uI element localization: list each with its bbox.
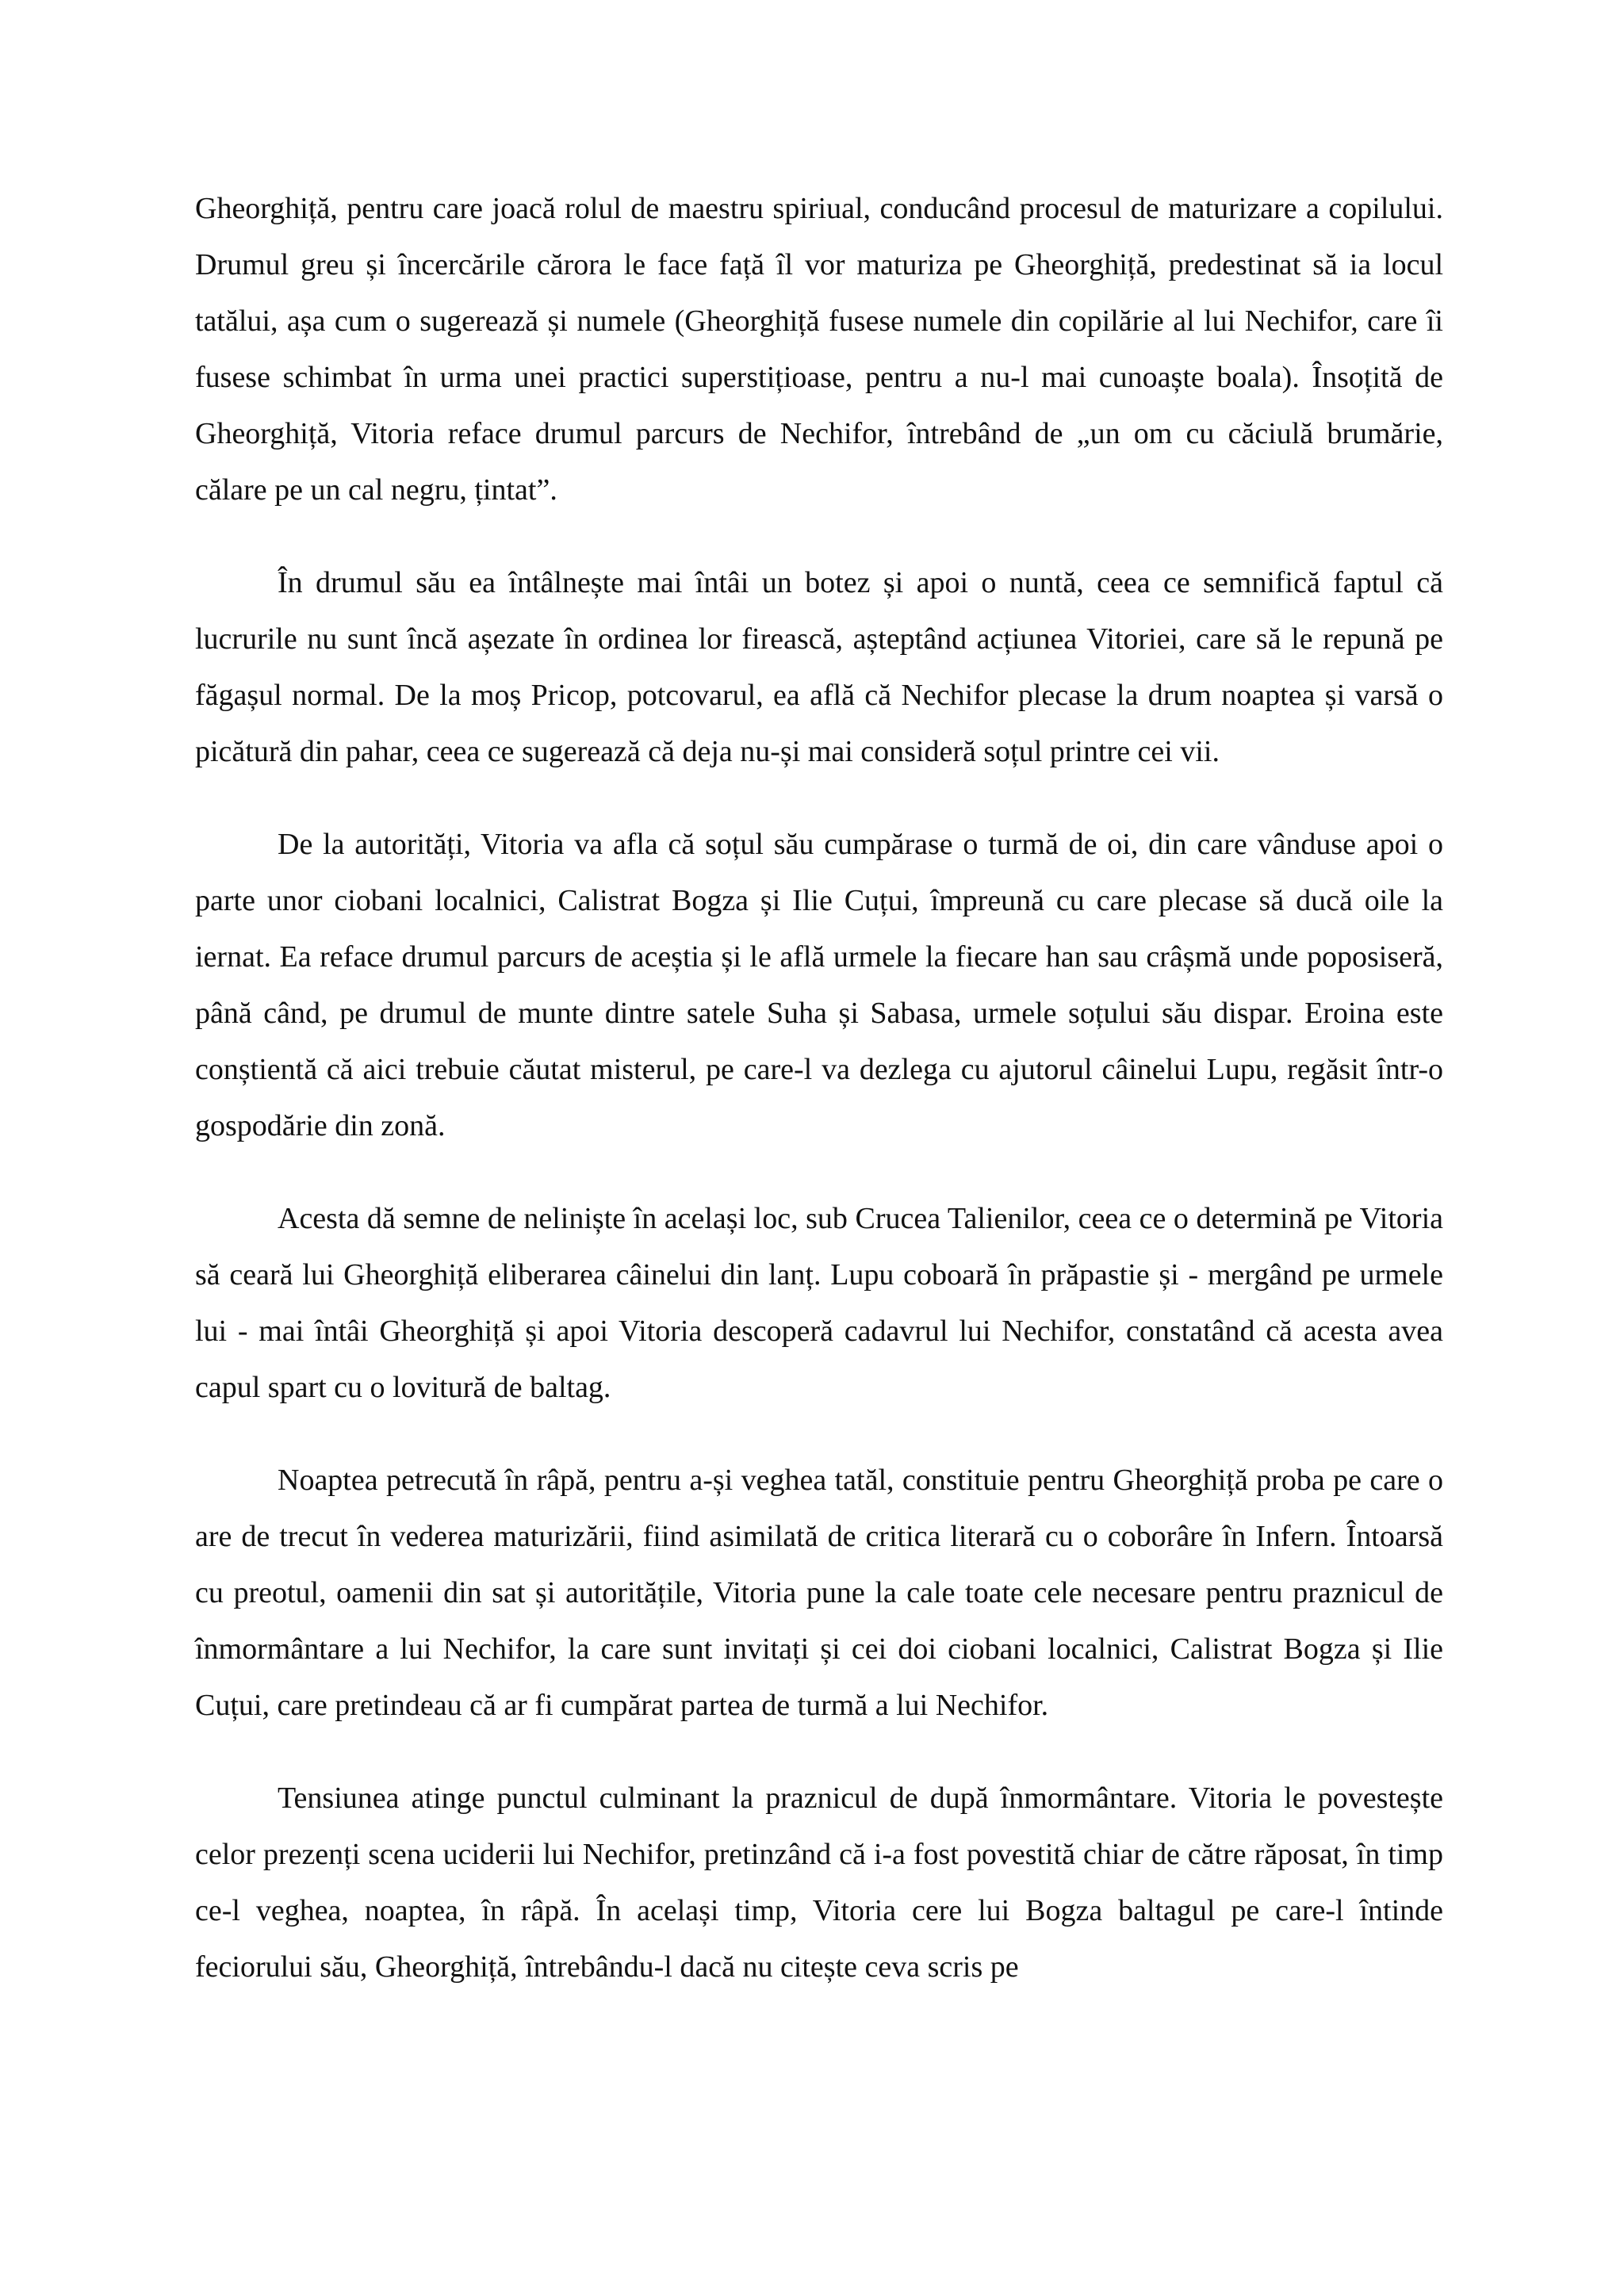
paragraph-3: De la autorități, Vitoria va afla că soțul său cumpărase o turmă de oi, din care vânduse apoi o parte unor ciobani localnici, Calistrat Bogza și Ilie Cuțui, împreună cu care plecase să ducă oile la iernat. Ea reface drumul parcurs de aceștia și le află urmele la fiecare han sau crâșmă unde poposiseră, până când, pe drumul de munte dintre satele Suha și Sabasa, urmele soțului său dispar. Eroina este conștientă că aici trebuie căutat misterul, pe care-l va dezlega cu ajutorul câinelui Lupu, regăsit într-o gospodărie din zonă. [195,828,1443,1142]
paragraph-1: Gheorghiță, pentru care joacă rolul de maestru spiriual, conducând procesul de maturizare a copilului. Drumul greu și încercările cărora le face față îl vor maturiza pe Gheorghiță, predestinat să ia locul tatălui, așa cum o sugerează și numele (Gheorghiță fusese numele din copilărie al lui Nechifor, care îi fusese schimbat în urma unei practici superstițioase, pentru a nu-l mai cunoaște boala). Însoțită de Gheorghiță, Vitoria reface drumul parcurs de Nechifor, întrebând de „un om cu căciulă brumărie, călare pe un cal negru, țintat”. [195,192,1443,507]
document-body [195,181,1443,1996]
paragraph-2: În drumul său ea întâlnește mai întâi un botez și apoi o nuntă, ceea ce semnifică faptul că lucrurile nu sunt încă așezate în ordinea lor firească, așteptând acțiunea Vitoriei, care să le repună pe făgașul normal. De la moș Pricop, potcovarul, ea află că Nechifor plecase la drum noaptea și varsă o picătură din pahar, ceea ce sugerează că deja nu-și mai consideră soțul printre cei vii. [195,566,1443,768]
paragraph-4: Acesta dă semne de neliniște în același loc, sub Crucea Talienilor, ceea ce o determină pe Vitoria să ceară lui Gheorghiță eliberarea câinelui din lanț. Lupu coboară în prăpastie și - mergând pe urmele lui - mai întâi Gheorghiță și apoi Vitoria descoperă cadavrul lui Nechifor, constatând că acesta avea capul spart cu o lovitură de baltag. [195,1202,1443,1404]
paragraph-6: Tensiunea atinge punctul culminant la praznicul de după înmormântare. Vitoria le povestește celor prezenți scena uciderii lui Nechifor, pretinzând că i-a fost povestită chiar de către răposat, în timp ce-l veghea, noaptea, în râpă. În același timp, Vitoria cere lui Bogza baltagul pe care-l întinde feciorului său, Gheorghiță, întrebându-l dacă nu citește ceva scris pe [195,1781,1443,1984]
paragraph-5: Noaptea petrecută în râpă, pentru a-și veghea tatăl, constituie pentru Gheorghiță proba pe care o are de trecut în vederea maturizării, fiind asimilată de critica literară cu o coborâre în Infern. Întoarsă cu preotul, oamenii din sat și autoritățile, Vitoria pune la cale toate cele necesare pentru praznicul de înmormântare a lui Nechifor, la care sunt invitați și cei doi ciobani localnici, Calistrat Bogza și Ilie Cuțui, care pretindeau că ar fi cumpărat partea de turmă a lui Nechifor. [195,1464,1443,1722]
